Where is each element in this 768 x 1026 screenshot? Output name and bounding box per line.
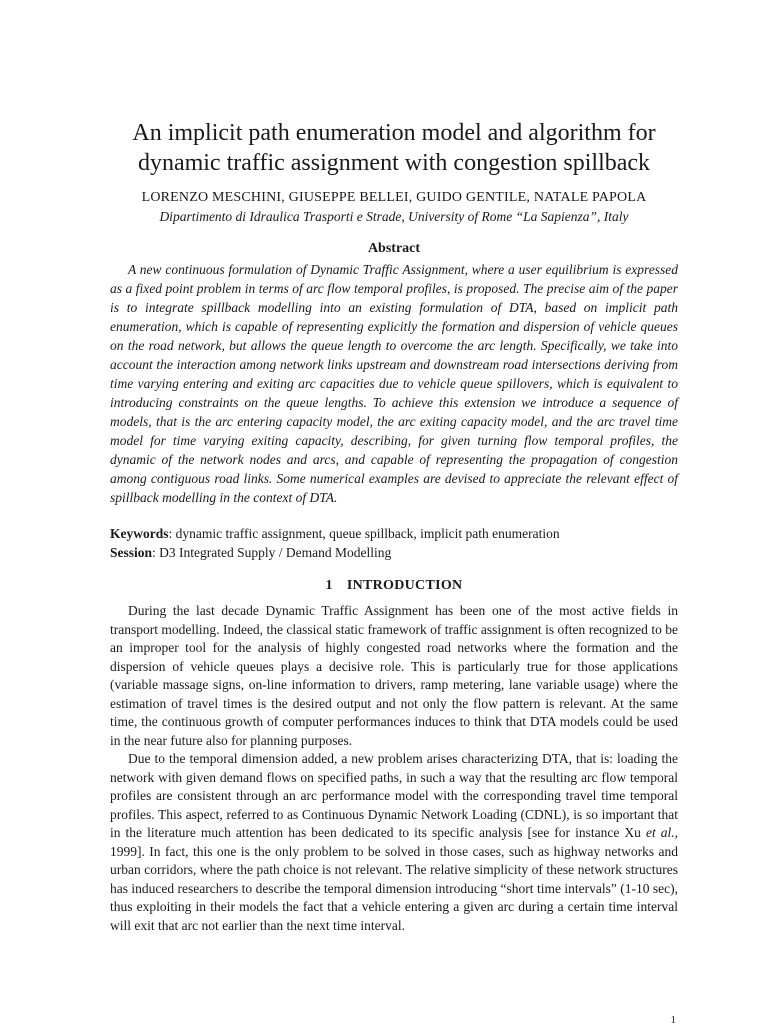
- intro-p2-italic: et al.: [645, 825, 675, 840]
- page-number: 1: [670, 1014, 676, 1026]
- paper-title: [110, 118, 678, 178]
- title-line-1: An implicit path enumeration model and algorithm for: [132, 120, 656, 146]
- keywords-label: Keywords: [110, 526, 169, 541]
- section-title: INTRODUCTION: [346, 578, 463, 593]
- section-heading: [110, 578, 678, 594]
- affiliation: Dipartimento di Idraulica Trasporti e Strade, University of Rome “La Sapienza”, Italy: [159, 209, 629, 224]
- intro-paragraph-1: During the last decade Dynamic Traffic Assignment has been one of the most active fields in transport modelling. Indeed, the classical static framework of traffic assignment is often recognized to be an improper tool for the analysis of highly congested road networks where the formation and the dispersion of vehicle queues plays a decisive role. This is particularly true for those applications (variable massage signs, on-line information to drivers, ramp metering, lane variable usage) where the estimation of travel times is the desired output and not only the flow pattern is relevant. At the same time, the continuous growth of computer performances induces to think that DTA models could be used in the near future also for planning purposes.: [110, 603, 678, 748]
- keywords-block: [110, 524, 678, 562]
- session-label: Session: [110, 545, 153, 560]
- abstract-heading: Abstract: [367, 241, 421, 256]
- paper-content: [110, 118, 678, 935]
- keywords-text: : dynamic traffic assignment, queue spillback, implicit path enumeration: [168, 526, 560, 541]
- author-list: LORENZO MESCHINI, GIUSEPPE BELLEI, GUIDO GENTILE, NATALE PAPOLA: [141, 190, 647, 205]
- keywords-line: [110, 524, 678, 543]
- section-number: 1: [325, 578, 333, 593]
- intro-p2-part-1: Due to the temporal dimension added, a new problem arises characterizing DTA, that is: loading the network with given demand flows on specified paths, in such a way that the resulting arc flow temporal profiles are consistent through an arc performance model with the corresponding travel time temporal profiles. This aspect, referred to as Continuous Dynamic Network Loading (CDNL), is so important that in the literature much attention has been dedicated to its specific analysis [see for instance Xu: [110, 751, 678, 840]
- session-text: : D3 Integrated Supply / Demand Modelling: [152, 545, 392, 560]
- abstract-text: A new continuous formulation of Dynamic Traffic Assignment, where a user equilibrium is expressed as a fixed point problem in terms of arc flow temporal profiles, is proposed. The precise aim of the paper is to integrate spillback modelling into an existing formulation of DTA, based on implicit path enumeration, which is capable of representing explicitly the formation and dispersion of vehicle queues on the road network, but allows the queue length to overcome the arc length. Specifically, we take into account the interaction among network links upstream and downstream road intersections deriving from time varying entering and exiting arc capacities due to vehicle queue spillovers, which is equivalent to introducing constraints on the queue lengths. To achieve this extension we introduce a sequence of models, that is the arc entering capacity model, the arc exiting capacity model, and the arc travel time model for time varying exiting capacity, describing, for given turning flow temporal profiles, the dynamic of the network nodes and arcs, and capable of representing the propagation of congestion among contiguous road links. Some numerical examples are devised to appreciate the relevant effect of spillback modelling in the context of DTA.: [110, 262, 678, 505]
- session-line: [110, 543, 678, 562]
- title-line-2: dynamic traffic assignment with congestion spillback: [137, 150, 651, 176]
- intro-paragraph-2: [110, 750, 678, 935]
- intro-p2-part-2: , 1999]. In fact, this one is the only problem to be solved in those cases, such as highway networks and urban corridors, where the path choice is not relevant. The relative simplicity of these network structures has induced researchers to describe the temporal dimension introducing “short time intervals” (1-10 sec), thus exploiting in their models the fact that a vehicle entering a given arc during a certain time interval will exit that arc not earlier than the next time interval.: [110, 825, 679, 933]
